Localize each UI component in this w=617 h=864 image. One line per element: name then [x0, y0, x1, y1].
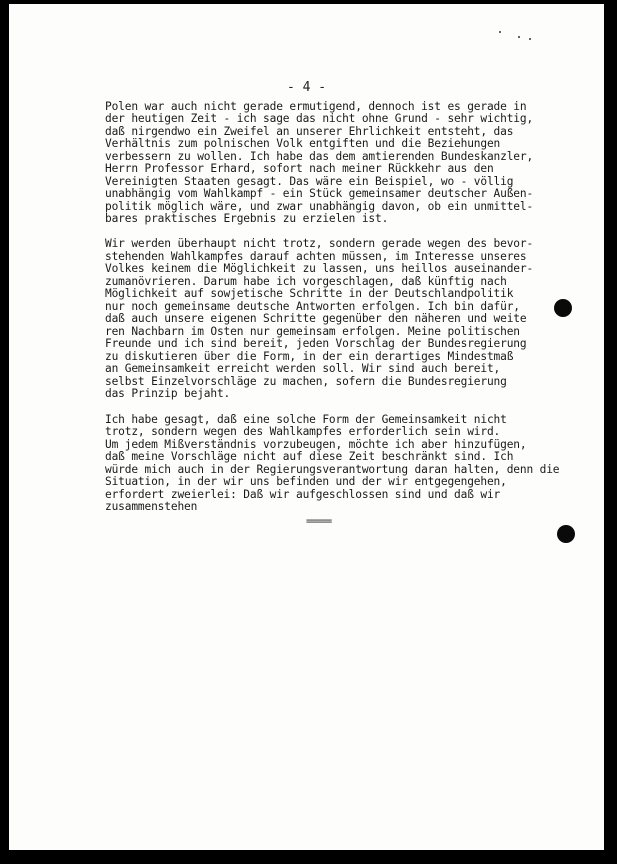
- text-line: zumanövrieren. Darum habe ich vorgeschlagen, daß künftig nach: [105, 275, 507, 288]
- text-line: der heutigen Zeit - ich sage das nicht ohne Grund - sehr wichtig,: [105, 112, 534, 125]
- text-line: unabhängig vom Wahlkampf - ein Stück gemeinsamer deutscher Außen-: [105, 187, 534, 200]
- text-line: Ich habe gesagt, daß eine solche Form der Gemeinsamkeit nicht: [105, 413, 507, 426]
- text-line: Vereinigten Staaten gesagt. Das wäre ein Beispiel, wo - völlig: [105, 175, 514, 188]
- text-line: zu diskutieren über die Form, in der ein derartiges Mindestmaß: [105, 350, 514, 363]
- text-line: politik möglich wäre, und zwar unabhängig davon, ob ein unmittel-: [105, 200, 534, 213]
- text-line: Um jedem Mißverständnis vorzubeugen, möchte ich aber hinzufügen,: [105, 438, 527, 451]
- end-separator: =====: [306, 516, 332, 527]
- document-page: [9, 4, 604, 850]
- text-line: daß auch unsere eigenen Schritte gegenüber den näheren und weite: [105, 312, 527, 325]
- text-line: würde mich auch in der Regierungsverantwortung daran halten, denn die: [105, 463, 560, 476]
- text-line: Wir werden überhaupt nicht trotz, sondern gerade wegen des bevor-: [105, 237, 534, 250]
- paper-speck: [499, 31, 501, 33]
- text-line: bares praktisches Ergebnis zu erzielen ist.: [105, 212, 389, 225]
- text-line: verbessern zu wollen. Ich habe das dem amtierenden Bundeskanzler,: [105, 150, 534, 163]
- text-line: Freunde und ich sind bereit, jeden Vorschlag der Bundesregierung: [105, 337, 527, 350]
- text-line: Volkes keinem die Möglichkeit zu lassen, uns heillos auseinander-: [105, 262, 534, 275]
- text-line: selbst Einzelvorschläge zu machen, sofern die Bundesregierung: [105, 375, 507, 388]
- text-line: daß nirgendwo ein Zweifel an unserer Ehrlichkeit entsteht, das: [105, 125, 514, 138]
- punch-hole: [554, 299, 572, 317]
- text-line: Herrn Professor Erhard, sofort nach meiner Rückkehr aus den: [105, 162, 494, 175]
- punch-hole: [557, 525, 575, 543]
- text-line: trotz, sondern wegen des Wahlkampfes erforderlich sein wird.: [105, 425, 501, 438]
- text-line: daß meine Vorschläge nicht auf diese Zeit beschränkt sind. Ich: [105, 450, 514, 463]
- paper-speck: [529, 38, 531, 40]
- text-line: an Gemeinsamkeit erreicht werden soll. Wir sind auch bereit,: [105, 362, 501, 375]
- text-line: ren Nachbarn im Osten nur gemeinsam erfolgen. Meine politischen: [105, 325, 520, 338]
- text-line: Polen war auch nicht gerade ermutigend, dennoch ist es gerade in: [105, 100, 527, 113]
- text-line: Möglichkeit auf sowjetische Schritte in der Deutschlandpolitik: [105, 287, 514, 300]
- text-line: nur noch gemeinsame deutsche Antworten erfolgen. Ich bin dafür,: [105, 300, 520, 313]
- text-line: zusammenstehen: [105, 500, 198, 513]
- paper-speck: [518, 36, 520, 38]
- text-line: erfordert zweierlei: Daß wir aufgeschlossen sind und daß wir: [105, 488, 501, 501]
- page-number: - 4 -: [287, 80, 327, 95]
- text-line: das Prinzip bejaht.: [105, 387, 231, 400]
- text-line: stehenden Wahlkampfes darauf achten müssen, im Interesse unseres: [105, 250, 527, 263]
- text-line: Situation, in der wir uns befinden und der wir entgegengehen,: [105, 475, 507, 488]
- text-line: Verhältnis zum polnischen Volk entgiften und die Beziehungen: [105, 137, 501, 150]
